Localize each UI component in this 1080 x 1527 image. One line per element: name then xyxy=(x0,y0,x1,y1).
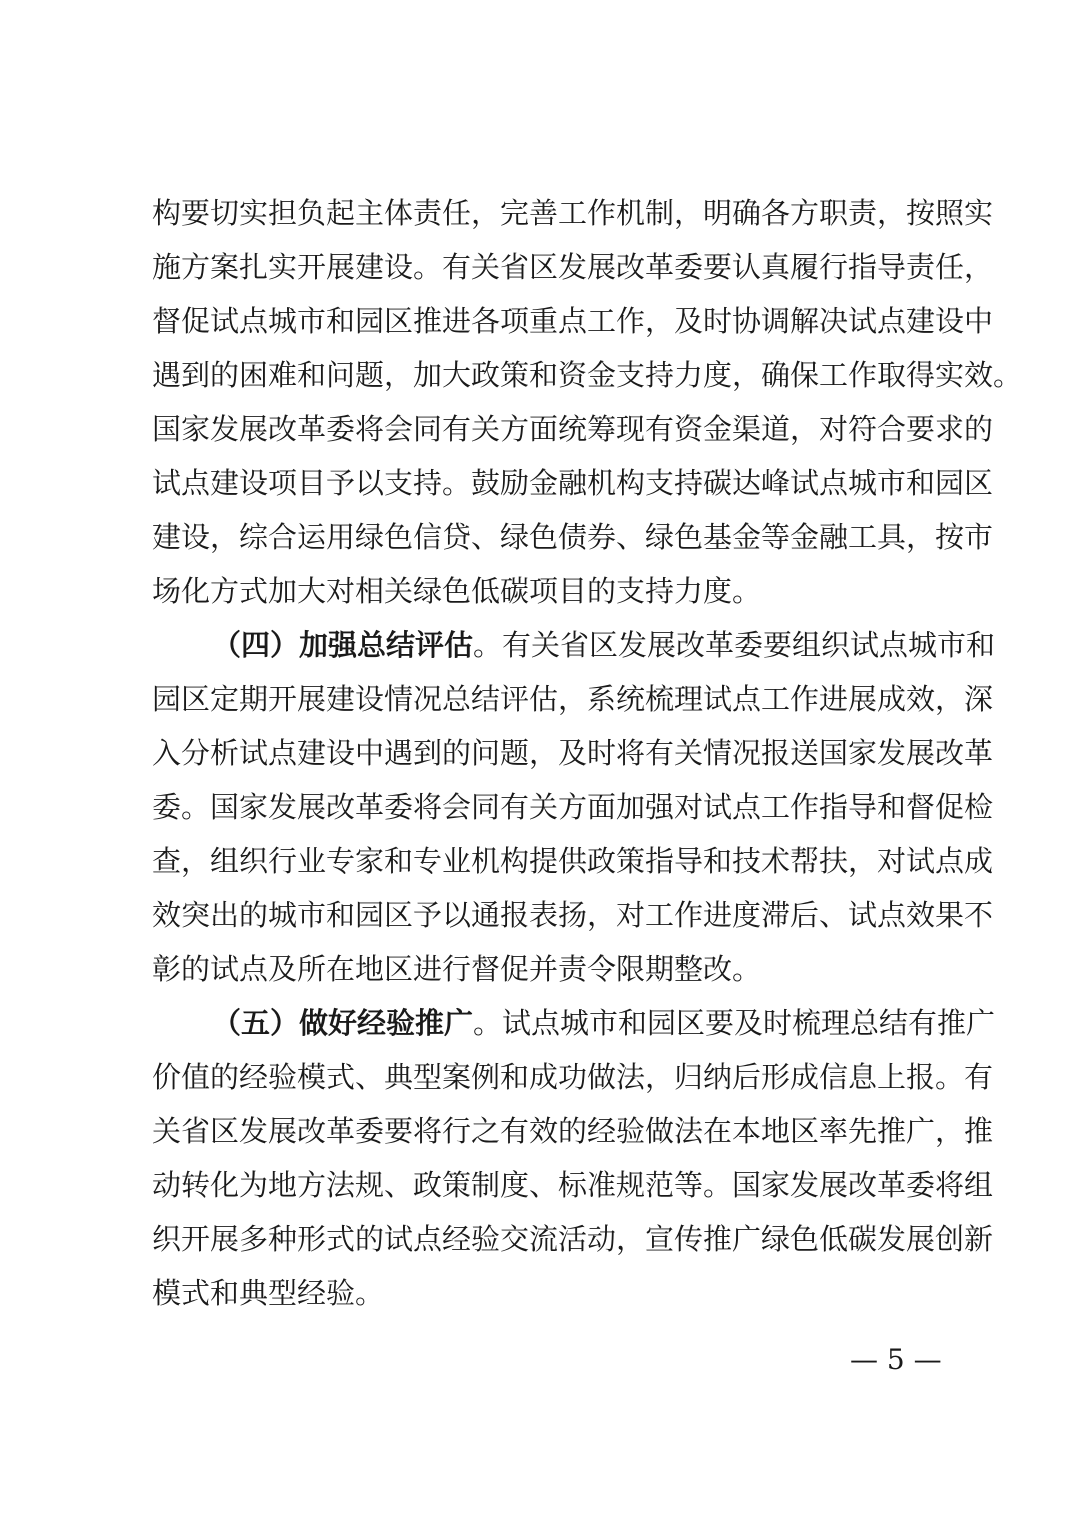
text-line: 效突出的城市和园区予以通报表扬，对工作进度滞后、试点效果不 xyxy=(152,898,994,932)
text-line: 查，组织行业专家和专业机构提供政策指导和技术帮扶，对试点成 xyxy=(152,844,994,878)
text-line: 构要切实担负起主体责任，完善工作机制，明确各方职责，按照实 xyxy=(152,196,994,230)
text-line: 场化方式加大对相关绿色低碳项目的支持力度。 xyxy=(152,574,762,608)
text-line: 委。国家发展改革委将会同有关方面加强对试点工作指导和督促检 xyxy=(152,790,994,824)
text-line: 建设，综合运用绿色信贷、绿色债券、绿色基金等金融工具，按市 xyxy=(152,520,994,554)
text-line: 国家发展改革委将会同有关方面统筹现有资金渠道，对符合要求的 xyxy=(152,412,994,446)
text-line: 试点建设项目予以支持。鼓励金融机构支持碳达峰试点城市和园区 xyxy=(152,466,994,500)
text-line: 施方案扎实开展建设。有关省区发展改革委要认真履行指导责任， xyxy=(152,250,994,284)
text-line: 入分析试点建设中遇到的问题，及时将有关情况报送国家发展改革 xyxy=(152,736,994,770)
text-line: 动转化为地方法规、政策制度、标准规范等。国家发展改革委将组 xyxy=(152,1168,994,1202)
section-first-line xyxy=(212,625,996,665)
text-line: 彰的试点及所在地区进行督促并责令限期整改。 xyxy=(152,952,762,986)
text-line: 督促试点城市和园区推进各项重点工作，及时协调解决试点建设中 xyxy=(152,304,994,338)
text-line: 价值的经验模式、典型案例和成功做法，归纳后形成信息上报。有 xyxy=(152,1060,994,1094)
text-line: 关省区发展改革委要将行之有效的经验做法在本地区率先推广，推 xyxy=(152,1114,994,1148)
section-first-line-text: 。有关省区发展改革委要组织试点城市和 xyxy=(473,628,996,662)
text-line: 模式和典型经验。 xyxy=(152,1276,385,1310)
section-heading: （四）加强总结评估 xyxy=(212,628,474,662)
section-first-line xyxy=(212,1003,996,1043)
section-heading: （五）做好经验推广 xyxy=(212,1006,474,1040)
text-line: 园区定期开展建设情况总结评估，系统梳理试点工作进展成效，深 xyxy=(152,682,994,716)
section-first-line-text: 。试点城市和园区要及时梳理总结有推广 xyxy=(473,1006,996,1040)
text-line: 织开展多种形式的试点经验交流活动，宣传推广绿色低碳发展创新 xyxy=(152,1222,994,1256)
page-number: — 5 — xyxy=(850,1343,942,1376)
text-line: 遇到的困难和问题，加大政策和资金支持力度，确保工作取得实效。 xyxy=(152,358,1023,392)
